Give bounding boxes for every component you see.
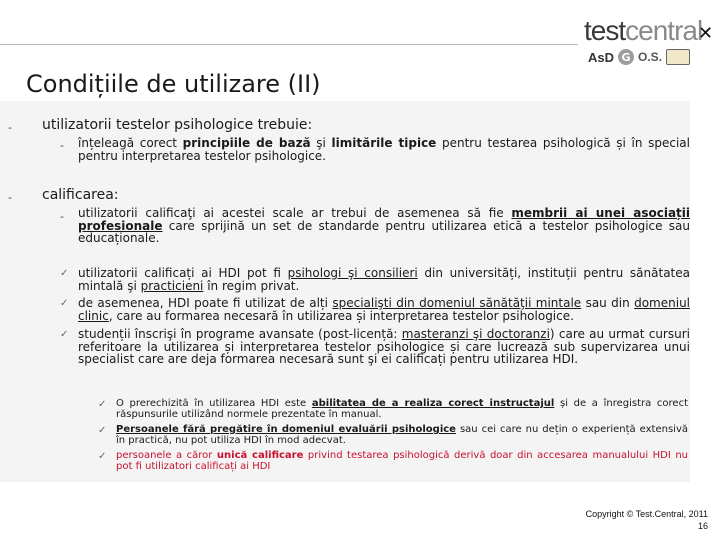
- top-divider: [0, 44, 578, 45]
- section-2-item-1: [78, 207, 690, 245]
- check-bullet-icon: ✓: [60, 298, 69, 309]
- text-run-bold: unică calificare: [216, 450, 304, 461]
- check-bullet-icon: ✓: [60, 329, 69, 340]
- text-run: și de a înregistra corect răspunsurile utilizând normele prezentate în manual.: [116, 398, 688, 420]
- note-3: [116, 450, 688, 472]
- section-1-heading: utilizatorii testelor psihologice trebuie:: [42, 117, 313, 133]
- text-run: de asemenea, HDI poate fi utilizat de alți: [78, 296, 333, 310]
- section-1-item: [78, 137, 690, 162]
- text-run: din universități, instituții pentru sănătatea mintală şi: [78, 266, 690, 293]
- section-2-heading: calificarea:: [42, 187, 119, 203]
- text-run: privind testarea psihologică derivă doar din accesarea manualului HDI nu pot fi utilizatori calificați ai HDI: [116, 450, 689, 472]
- text-run: înțeleagă corect: [78, 136, 183, 150]
- text-run-underlined: psihologi şi consilieri: [287, 266, 418, 280]
- section-2-item-2: [78, 267, 690, 292]
- copyright-text: Copyright © Test.Central, 2011: [585, 509, 708, 519]
- text-run-underlined: practicieni: [140, 278, 204, 293]
- note-2: [116, 424, 688, 446]
- text-run: şi: [310, 136, 332, 150]
- asd-logo: AsD: [588, 49, 615, 65]
- check-bullet-icon: ✓: [98, 451, 107, 462]
- section-2-item-3: [78, 297, 690, 322]
- text-run: care sprijină un set de standarde pentru utilizarea etică a testelor psihologice sau educaționale.: [78, 218, 690, 245]
- bullet-dash-icon: -: [60, 139, 64, 152]
- text-run: studenții înscrişi în programe avansate (post-licență:: [78, 327, 402, 341]
- text-run-bold: Persoanele fără pregătire în domeniul evaluării psihologice: [116, 424, 456, 435]
- text-run-underlined: masteranzi şi doctoranzi: [401, 327, 550, 341]
- logo-wordmark: [584, 14, 702, 48]
- text-run-underlined: domeniul clinic: [78, 296, 691, 323]
- text-run: persoanele a căror: [116, 450, 217, 461]
- text-run-bold: limitările tipice: [331, 136, 437, 150]
- text-run: utilizatorii calificaţi ai acestei scale ar trebui de asemenea să fie: [78, 206, 512, 220]
- note-1: [116, 398, 688, 420]
- bullet-dash-icon: -: [60, 210, 64, 223]
- check-bullet-icon: ✓: [60, 268, 69, 279]
- text-run: O prerechizită în utilizarea HDI este: [116, 398, 312, 409]
- text-run-bold: principiile de bază: [182, 136, 311, 150]
- text-run-bold: membrii ai unei asociații profesionale: [78, 206, 691, 233]
- page-title: Condițiile de utilizare (II): [26, 70, 321, 98]
- text-run: în regim privat.: [203, 278, 300, 293]
- os-logo-text: O.S.: [638, 50, 663, 64]
- text-run: pentru testarea psihologică și în special pentru interpretarea testelor psihologice.: [78, 136, 690, 163]
- footer: [560, 508, 708, 532]
- close-icon[interactable]: ✕: [698, 23, 714, 44]
- text-run: sau din: [581, 296, 635, 310]
- logo-word-b: central: [625, 15, 703, 46]
- check-bullet-icon: ✓: [98, 399, 107, 410]
- logo-word-a: test: [584, 15, 626, 46]
- gos-logo-icon: G: [618, 49, 634, 65]
- check-bullet-icon: ✓: [98, 425, 107, 436]
- section-2-item-4: [78, 328, 690, 366]
- testcentral-logo: [584, 14, 714, 74]
- text-run: , care au formarea necesară în utilizarea și interpretarea testelor psihologice.: [108, 308, 574, 323]
- text-run: sau cei care nu dețin o experiență extensivă în practică, nu pot utiliza HDI în mod adecvat.: [116, 424, 688, 446]
- text-run: ) care au urmat cursuri referitoare la utilizarea și interpretarea testelor psihologice și care lucrează sub supervizarea unui specialist care are deja formarea necesară sunt şi ei calificați pentru utilizarea HDI.: [78, 327, 690, 366]
- page-number: 16: [697, 521, 708, 531]
- bullet-dash-icon: -: [8, 121, 12, 134]
- bullet-dash-icon: -: [8, 191, 12, 204]
- text-run-underlined: specialişti din domeniul sănătăţii mintale: [332, 296, 582, 310]
- text-run-bold: abilitatea de a realiza corect instructajul: [311, 398, 555, 409]
- text-run: utilizatorii calificați ai HDI pot fi: [78, 266, 288, 280]
- book-icon: [666, 49, 690, 65]
- partner-logos: [588, 46, 690, 68]
